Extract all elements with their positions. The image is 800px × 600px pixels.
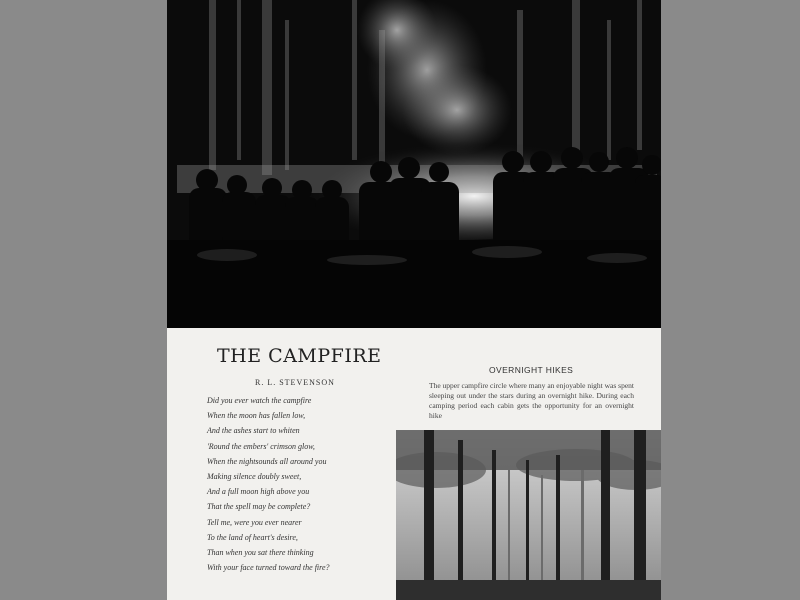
hikes-heading: OVERNIGHT HIKES bbox=[489, 365, 574, 375]
poem-line: Than when you sat there thinking bbox=[207, 547, 314, 557]
poem-line: And a full moon high above you bbox=[207, 487, 310, 497]
poem-line: Tell me, were you ever nearer bbox=[207, 517, 302, 527]
page-title: THE CAMPFIRE bbox=[217, 345, 382, 367]
poem-line: When the nightsounds all around you bbox=[207, 456, 327, 466]
forest-photo bbox=[396, 430, 661, 600]
campfire-photo bbox=[167, 0, 661, 328]
poem-line: That the spell may be complete? bbox=[207, 502, 311, 512]
poem-line: 'Round the embers' crimson glow, bbox=[207, 441, 315, 451]
poem-author: R. L. STEVENSON bbox=[255, 378, 335, 387]
poem bbox=[207, 393, 407, 575]
poem-line: Making silence doubly sweet, bbox=[207, 471, 302, 481]
poem-line: When the moon has fallen low, bbox=[207, 411, 306, 421]
hikes-caption: The upper campfire circle where many an enjoyable night was spent sleeping out under the stars during an overnight hike. During each camping period each cabin gets the opportunity for an overnight hike bbox=[429, 381, 634, 420]
poem-line: Did you ever watch the campfire bbox=[207, 396, 312, 405]
poem-line: To the land of heart's desire, bbox=[207, 532, 298, 542]
poem-line: And the ashes start to whiten bbox=[207, 426, 300, 436]
poem-line: With your face turned toward the fire? bbox=[207, 563, 330, 573]
yearbook-page bbox=[167, 0, 661, 600]
